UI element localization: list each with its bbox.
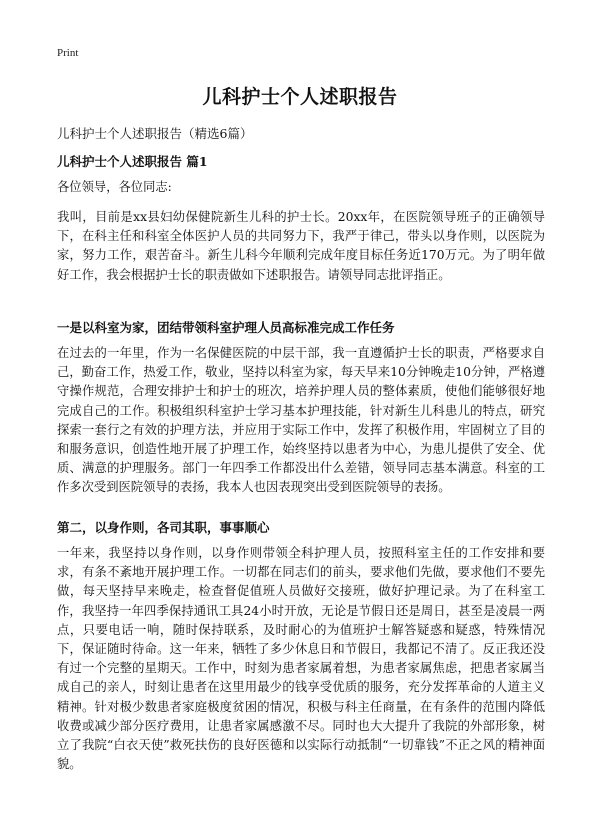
document-subtitle: 儿科护士个人述职报告（精选6篇） bbox=[57, 126, 253, 141]
print-label: Print bbox=[57, 47, 79, 59]
intro-paragraph: 我叫，目前是xx县妇幼保健院新生儿科的护士长。20xx年，在医院领导班子的正确领导下，在科主任和科室全体医护人员的共同努力下，我严于律己，带头以身作则，以医院为家，努力工作，艰苦奋斗。新生儿科今年顺利完成年度目标任务近170万元。为了明年做好工作，我会根据护士长的职责做如下述职报告。请领导同志批评指正。 bbox=[57, 210, 545, 282]
section-2-paragraph: 一年来，我坚持以身作则，以身作则带领全科护理人员，按照科室主任的工作安排和要求，有条不紊地开展护理工作。一切都在同志们的前头，要求他们先做，要求他们不要先做，每天坚持早来晚走，检查督促值班人员做好交接班，做好护理记录。为了在科室工作，我坚持一年四季保持通讯工具24小时开放，无论是节假日还是周日，甚至是凌晨一两点，只要电话一响，随时保持联系，及时耐心的为值班护士解答疑惑和疑惑，特殊情况下，保证随时待命。这一年来，牺牲了多少休息日和节假日，我都记不清了。反正我还没有过一个完整的星期天。工作中，时刻为患者家属着想，为患者家属焦虑，把患者家属当成自己的亲人，时刻让患者在这里用最少的钱享受优质的服务，充分发挥革命的人道主义精神。针对极少数患者家庭极度贫困的情况，积极与科主任商量，在有条件的范围内降低收费或减少部分医疗费用，让患者家属感激不尽。同时也大大提升了我院的外部形象，树立了我院“白衣天使”救死扶伤的良好医德和以实际行动抵制“一切靠钱”不正之风的精神面貌。 bbox=[57, 546, 545, 772]
salutation: 各位领导，各位同志: bbox=[57, 180, 172, 194]
document-title: 儿科护士个人述职报告 bbox=[202, 86, 398, 108]
section-1-heading: 一是以科室为家，团结带领科室护理人员高标准完成工作任务 bbox=[57, 320, 395, 335]
section-1-paragraph: 在过去的一年里，作为一名保健医院的中层干部，我一直遵循护士长的职责，严格要求自己，勤奋工作，热爱工作，敬业，坚持以科室为家，每天早来10分钟晚走10分钟，严格遵守操作规范，合理安排护士和护士的班次，培养护理人员的整体素质，使他们能够很好地完成自己的工作。积极组织科室护士学习基本护理技能，针对新生儿科患儿的特点，研究探索一套行之有效的护理方法，并应用于实际工作中，发挥了积极作用，牢固树立了目的和服务意识，创造性地开展了护理工作，始终坚持以患者为中心，为患儿提供了安全、优质、满意的护理服务。部门一年四季工作都没出什么差错，领导同志基本满意。科室的工作多次受到医院领导的表扬，我本人也因表现突出受到医院领导的表扬。 bbox=[57, 346, 545, 495]
article-heading: 儿科护士个人述职报告 篇1 bbox=[57, 154, 208, 169]
section-2-heading: 第二，以身作则，各司其职，事事顺心 bbox=[57, 520, 270, 535]
